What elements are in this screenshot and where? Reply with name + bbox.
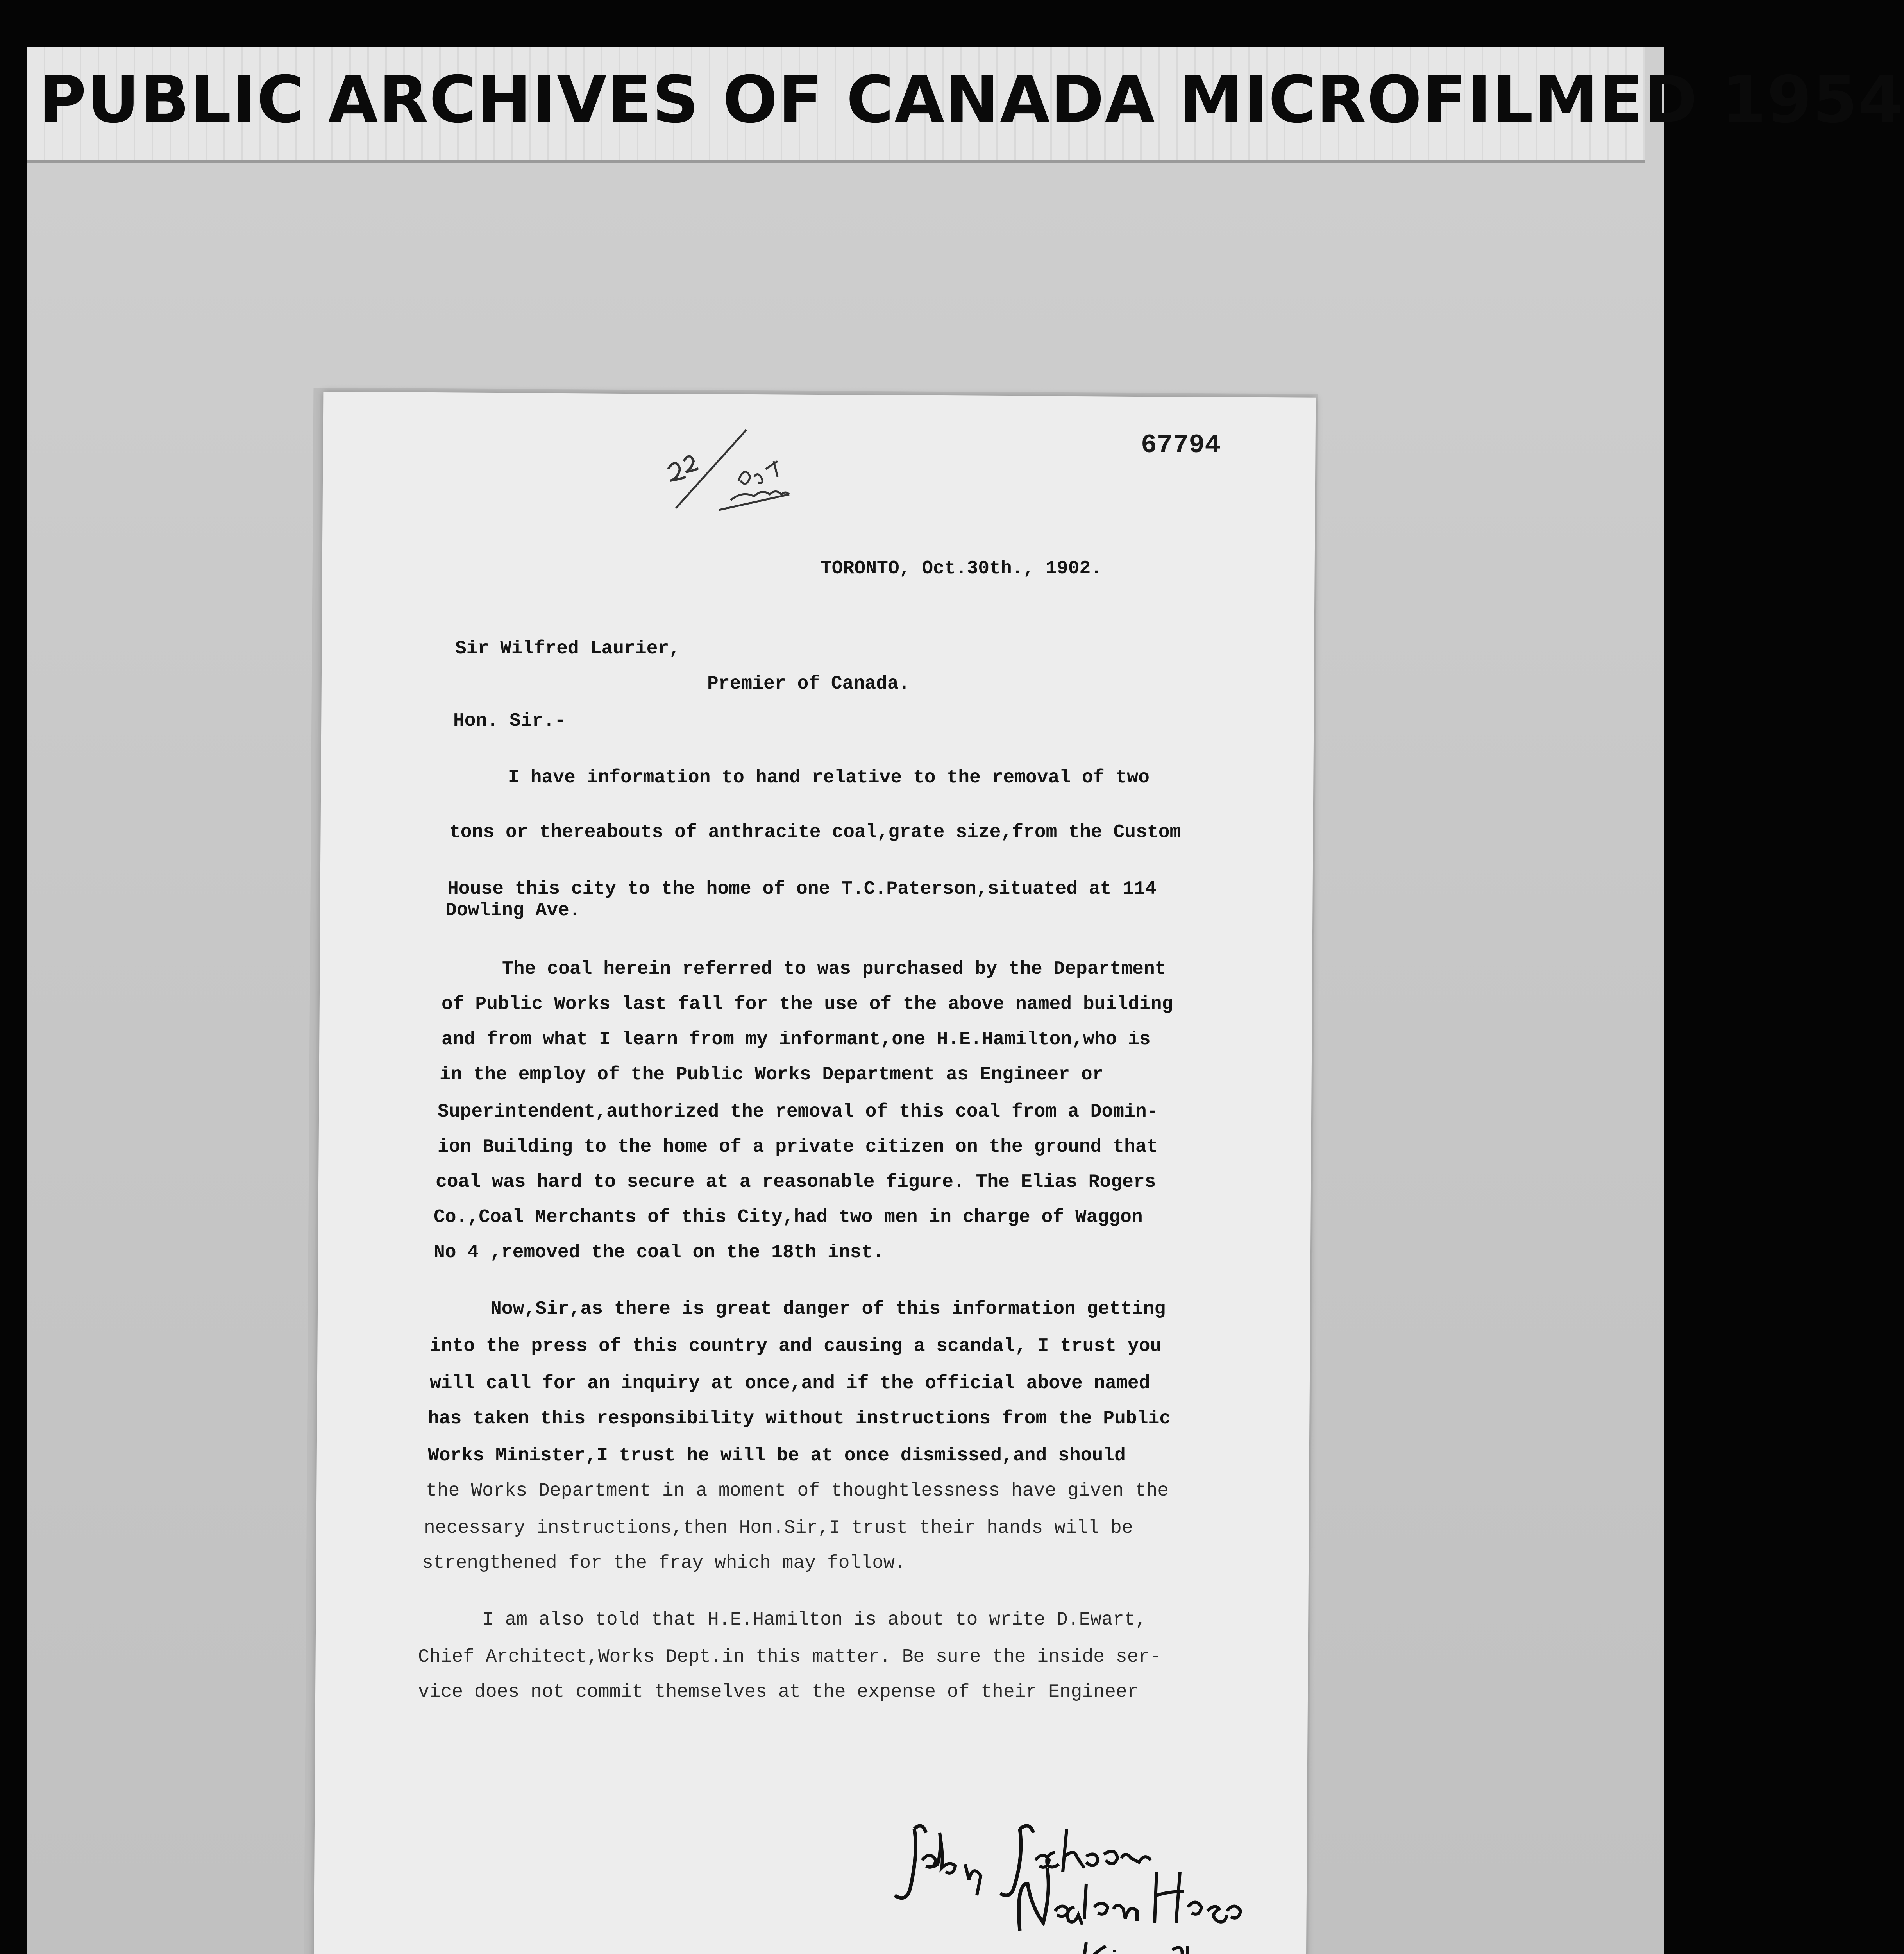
letter-line: House this city to the home of one T.C.Paterson,situated at 114 (447, 879, 1157, 900)
letter-line: strengthened for the fray which may follow. (422, 1553, 906, 1574)
letter-line: Chief Architect,Works Dept.in this matter. Be sure the inside ser- (418, 1646, 1161, 1668)
letter-line: vice does not commit themselves at the expense of their Engineer (418, 1682, 1139, 1703)
letter-line: I am also told that H.E.Hamilton is about to write D.Ewart, (483, 1609, 1147, 1630)
letter-line: tons or thereabouts of anthracite coal,grate size,from the Custom (449, 822, 1181, 843)
letter-line: ion Building to the home of a private citizen on the ground that (438, 1136, 1158, 1158)
archive-header-title: PUBLIC ARCHIVES OF CANADA MICROFILMED 1954 (39, 62, 1904, 137)
letter-line: in the employ of the Public Works Department as Engineer or (440, 1064, 1104, 1085)
letter-addressee-title: Premier of Canada. (707, 673, 910, 694)
letter-line: of Public Works last fall for the use of the above named building (442, 994, 1173, 1015)
letter-line: Dowling Ave. (445, 900, 581, 921)
letter-line: Superintendent,authorized the removal of this coal from a Domin- (438, 1101, 1158, 1122)
letter-line: and from what I learn from my informant,one H.E.Hamilton,who is (442, 1029, 1151, 1050)
letter-line: the Works Department in a moment of thoughtlessness have given the (426, 1480, 1169, 1501)
document-number: 67794 (1141, 430, 1221, 460)
letter-line: I have information to hand relative to the removal of two (508, 767, 1150, 788)
letter-salutation: Hon. Sir.- (453, 710, 566, 732)
letter-line: coal was hard to secure at a reasonable figure. The Elias Rogers (436, 1172, 1156, 1193)
letter-date: TORONTO, Oct.30th., 1902. (821, 558, 1102, 579)
letter-line: No 4 ,removed the coal on the 18th inst. (434, 1242, 884, 1263)
letter-line: necessary instructions,then Hon.Sir,I trust their hands will be (424, 1517, 1133, 1539)
letter-line: into the press of this country and causing a scandal, I trust you (430, 1336, 1162, 1357)
pencil-annotation-mark (660, 426, 817, 520)
letter-line: Co.,Coal Merchants of this City,had two men in charge of Waggon (434, 1207, 1143, 1228)
letter-addressee: Sir Wilfred Laurier, (455, 638, 681, 659)
letter-line: Now,Sir,as there is great danger of this information getting (490, 1299, 1166, 1320)
letter-line: Works Minister,I trust he will be at once dismissed,and should (428, 1445, 1126, 1466)
handwritten-signature (891, 1813, 1313, 1954)
letter-line: will call for an inquiry at once,and if the official above named (430, 1373, 1150, 1394)
letter-line: has taken this responsibility without instructions from the Public (428, 1408, 1171, 1429)
letter-line: The coal herein referred to was purchased by the Department (502, 959, 1166, 980)
